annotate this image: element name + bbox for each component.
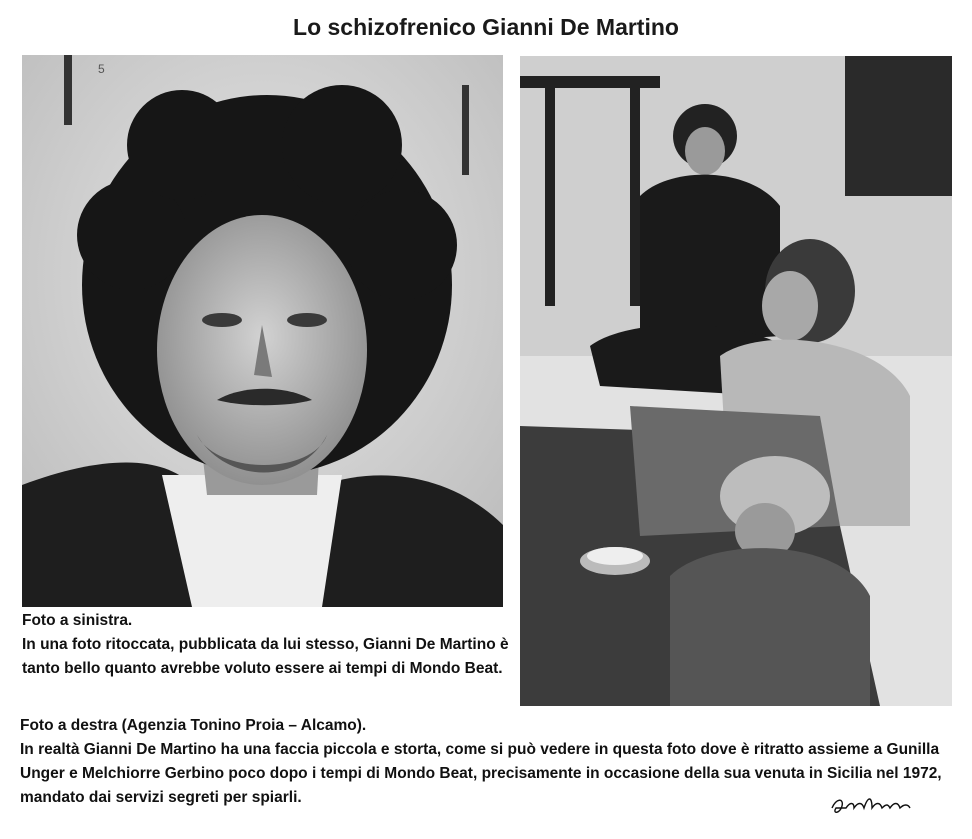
right-photo-caption xyxy=(20,714,960,810)
left-photo-caption xyxy=(22,609,512,681)
portrait-image xyxy=(22,55,503,607)
left-caption-heading: Foto a sinistra. xyxy=(22,612,133,629)
page-title: Lo schizofrenico Gianni De Martino xyxy=(293,14,679,40)
handwritten-signature xyxy=(828,790,928,820)
right-caption-text: In realtà Gianni De Martino ha una faccia piccola e storta, come si può vedere in questa foto dove è ritratto assieme a Gunilla Unger e Melchiorre Gerbino poco dopo i tempi di Mondo Beat, precisamente in occasione della sua venuta in Sicilia nel 1972, mandato dai servizi segreti per spiarli. xyxy=(20,741,942,806)
portrait-photo-left xyxy=(22,55,503,607)
left-caption-text: In una foto ritoccata, pubblicata da lui stesso, Gianni De Martino è tanto bello quanto avrebbe voluto essere ai tempi di Mondo Beat. xyxy=(22,636,509,677)
group-photo-right xyxy=(520,56,952,706)
photo-corner-number: 5 xyxy=(98,62,105,76)
signature-image xyxy=(828,790,928,820)
group-image xyxy=(520,56,952,706)
right-caption-heading: Foto a destra (Agenzia Tonino Proia – Alcamo). xyxy=(20,717,367,734)
